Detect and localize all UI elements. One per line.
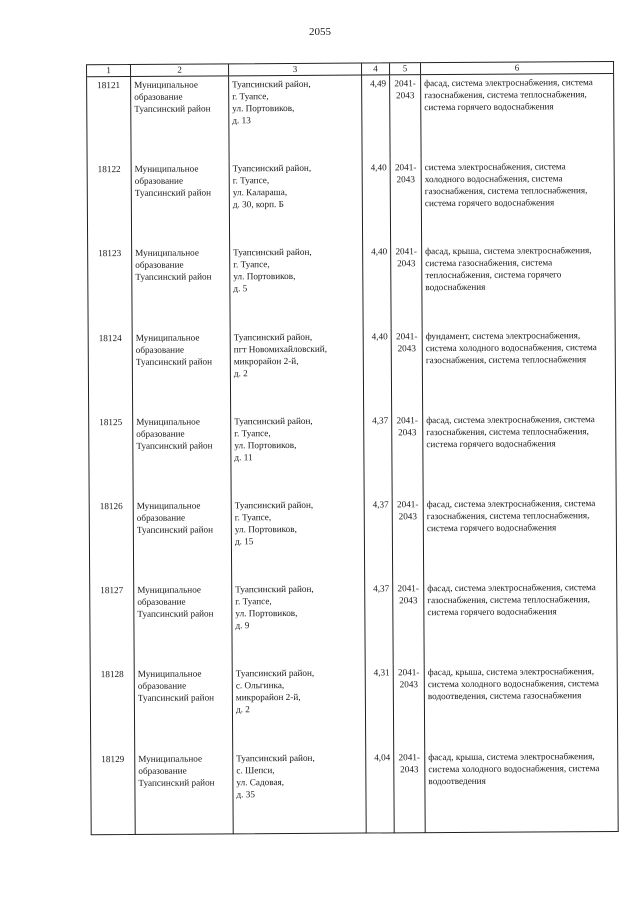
municipality-cell-line: образование [137,680,187,692]
address-cell-line: Туапсинский район, [233,247,312,258]
works-cell-line: водоотведения, система газоснабжения [427,690,582,702]
works-cell-line: холодного водоснабжения, система [424,173,563,185]
column-header: 1 [87,65,131,76]
works-cell [422,158,615,243]
address-cell-line: Туапсинский район, [236,752,315,763]
works-cell [423,411,616,496]
works-cell-line: газоснабжения, система теплоснабжения [425,353,587,365]
works-cell-line: фасад, система электроснабжения, система [424,77,593,89]
row-number-cell: 18127 [90,582,135,666]
period-cell [393,496,425,580]
period-cell-line: 2043 [395,90,415,101]
address-cell-line: г. Туапсе, [234,512,272,523]
address-cell-line: микрорайон 2-й, [235,692,301,703]
page-number: 2055 [309,26,331,38]
address-cell-line: ул. Портовиков, [234,523,297,535]
address-cell-line: д. 15 [234,536,254,547]
period-cell [394,664,426,748]
municipality-cell-line: Муниципальное [137,668,202,680]
works-cell [423,327,616,412]
municipality-cell-line: Муниципальное [135,332,200,343]
address-cell-line: Туапсинский район, [234,415,313,427]
works-cell-line: система горячего водоснабжения [426,522,557,534]
area-cell: 4,40 [363,160,392,244]
municipality-cell-line: Муниципальное [136,416,200,427]
municipality-cell-line: Муниципальное [135,247,199,259]
row-number-cell: 18125 [89,414,134,498]
period-cell-line: 2043 [399,679,419,690]
column-header: 6 [514,62,520,73]
works-cell-line: система горячего водоснабжения [426,438,556,449]
period-cell [390,75,422,159]
municipality-cell [133,329,232,414]
table-row [91,747,618,834]
address-cell [231,412,365,497]
works-cell-line: фасад, крыша, система электроснабжения, [428,750,595,762]
row-number-cell: 18129 [91,750,136,834]
period-cell [392,328,424,412]
municipality-cell-line: Туапсинский район [134,103,211,114]
address-cell-line: д. 2 [233,367,248,378]
works-cell-line: система газоснабжения, система [425,257,553,269]
works-cell-line: водоотведения [428,775,486,786]
column-header: 2 [131,64,229,76]
municipality-cell-line: Туапсинский район [137,608,214,620]
address-cell-line: Туапсинский район, [235,583,314,595]
period-cell-line: 2041- [398,751,420,762]
municipality-cell [133,413,232,498]
works-cell-line: теплоснабжения, система горячего [425,269,562,281]
address-cell [232,496,366,581]
row-number-cell: 18126 [90,498,135,582]
area-cell: 4,31 [366,665,395,749]
table-row [87,74,614,161]
municipality-cell-line: Туапсинский район [136,440,213,451]
works-cell-line: газоснабжения, система теплоснабжения, [427,594,590,606]
period-cell-line: 2041- [396,499,419,510]
period-cell-line: 2043 [397,258,416,269]
municipality-cell-line: образование [134,175,184,187]
period-cell-line: 2041- [396,414,418,426]
period-cell [391,244,423,328]
address-cell-line: д. 11 [234,451,253,463]
row-number-cell: 18128 [91,666,136,750]
works-cell-line: газоснабжения, система теплоснабжения, [424,185,588,197]
works-cell-line: система холодного водоснабжения, система [428,762,600,774]
works-cell-line: система горячего водоснабжения [427,606,557,618]
repair-schedule-table [86,61,619,835]
municipality-cell-line: Туапсинский район [136,524,214,535]
municipality-cell-line: образование [135,344,185,355]
address-cell-line: Туапсинский район, [235,668,315,679]
address-cell-line: Туапсинский район, [232,78,311,90]
municipality-cell-line: образование [136,512,186,523]
address-cell-line: г. Туапсе, [232,91,269,102]
address-cell-line: ул. Портовиков, [233,271,296,282]
municipality-cell-line: Муниципальное [134,163,199,175]
municipality-cell-line: Туапсинский район [135,271,212,283]
works-cell-line: система холодного водоснабжения, система [427,678,599,690]
row-number-cell: 18121 [87,77,132,161]
municipality-cell-line: Муниципальное [136,500,201,511]
table-row [91,663,618,750]
address-cell-line: с. Шепси, [236,764,275,775]
area-cell: 4,49 [362,75,391,159]
municipality-cell [132,161,231,246]
column-header: 4 [362,63,390,74]
municipality-cell [131,76,230,161]
address-cell [232,581,366,666]
works-cell [421,74,614,159]
municipality-cell-line: образование [137,596,186,608]
table-body [87,74,618,835]
row-number-cell: 18124 [89,330,134,414]
address-cell-line: Туапсинский район, [233,331,313,342]
area-cell: 4,37 [364,412,393,496]
row-number-cell: 18123 [88,245,133,329]
period-cell-line: 2041- [397,583,419,594]
address-cell-line: с. Ольгинка, [235,680,285,691]
works-cell-line: газоснабжения, система теплоснабжения, [426,425,589,437]
municipality-cell-line: Муниципальное [138,753,203,764]
address-cell-line: микрорайон 2-й, [233,355,299,366]
works-cell-line: фундамент, система электроснабжения, [425,329,581,341]
area-cell: 4,40 [364,328,393,412]
works-cell-line: фасад, система электроснабжения, система [427,582,596,594]
address-cell-line: д. 5 [233,283,248,294]
address-cell [233,665,367,750]
address-cell-line: Туапсинский район, [234,499,314,511]
address-cell [233,749,367,834]
address-cell-line: д. 2 [235,704,250,715]
works-cell-line: газоснабжения, система теплоснабжения, [424,89,587,101]
works-cell-line: система горячего водоснабжения [424,197,555,209]
period-cell [391,159,423,243]
address-cell-line: д. 30, корп. Б [232,199,284,210]
municipality-cell-line: образование [138,765,187,776]
period-cell-line: 2043 [399,595,418,606]
table-row [90,579,617,666]
period-cell-line: 2043 [398,511,417,522]
period-cell-line: 2041- [394,78,416,89]
address-cell [230,160,364,245]
municipality-cell-line: Муниципальное [134,79,198,90]
works-cell-line: фасад, крыша, система электроснабжения, [425,245,592,257]
row-number-cell: 18122 [88,161,133,245]
period-cell-line: 2043 [400,763,419,774]
address-cell-line: Туапсинский район, [232,163,312,174]
municipality-cell-line: образование [134,91,183,102]
area-cell: 4,37 [365,496,394,580]
table-row [88,158,615,245]
works-cell [425,663,618,748]
period-cell-line: 2041- [395,330,418,341]
period-cell-line: 2043 [398,426,417,438]
municipality-cell-line: Туапсинский район [138,776,215,788]
area-cell: 4,37 [365,580,394,664]
municipality-cell-line: Туапсинский район [137,692,215,704]
municipality-cell-line: образование [135,260,184,271]
address-cell-line: г. Туапсе, [235,596,272,607]
works-cell [424,495,617,580]
address-cell-line: г. Туапсе, [232,175,270,186]
table-row [88,242,615,329]
area-cell: 4,04 [366,749,395,833]
municipality-cell [135,666,234,751]
column-header: 3 [229,64,362,76]
period-cell-line: 2043 [397,342,416,353]
works-cell [424,579,617,664]
address-cell-line: д. 9 [235,620,250,631]
works-cell-line: система холодного водоснабжения, система [425,341,597,353]
address-cell-line: ул. Садовая, [236,776,285,787]
period-cell-line: 2041- [395,246,417,257]
address-cell-line: г. Туапсе, [233,259,270,270]
period-cell-line: 2043 [396,174,415,185]
works-cell [422,242,615,327]
municipality-cell [132,245,231,330]
address-cell [231,328,365,413]
address-cell-line: ул. Портовиков, [232,102,295,114]
address-cell-line: ул. Портовиков, [234,439,297,451]
address-cell-line: д. 35 [236,788,255,799]
address-cell [229,76,363,161]
address-cell-line: ул. Калараша, [232,187,288,198]
works-cell-line: система электроснабжения, система [424,161,566,173]
municipality-cell [134,497,233,582]
table-row [89,327,616,414]
works-cell-line: фасад, система электроснабжения, система [426,413,595,425]
works-cell-line: система горячего водоснабжения [424,101,554,113]
address-cell-line: ул. Портовиков, [235,608,298,619]
municipality-cell-line: Туапсинский район [135,356,213,367]
municipality-cell-line: Муниципальное [137,584,202,596]
municipality-cell-line: образование [136,428,185,439]
address-cell-line: пгт Новомихайловский, [233,343,328,354]
municipality-cell [135,750,234,835]
period-cell-line: 2041- [397,667,420,678]
works-cell-line: фасад, система электроснабжения, система [426,498,596,510]
period-cell [394,749,426,833]
municipality-cell [134,581,233,666]
period-cell [393,580,425,664]
table-row [90,495,617,582]
period-cell-line: 2041- [394,162,417,173]
table-row [89,411,616,498]
address-cell-line: д. 13 [232,115,251,126]
works-cell-line: фасад, крыша, система электроснабжения, [427,666,595,678]
address-cell [230,244,364,329]
column-header: 5 [390,63,421,74]
municipality-cell-line: Туапсинский район [134,187,212,199]
address-cell-line: г. Туапсе, [234,427,271,439]
works-cell-line: газоснабжения, система теплоснабжения, [426,510,590,522]
period-cell [392,412,424,496]
works-cell-line: водоснабжения [425,282,486,293]
works-cell [425,747,618,832]
area-cell: 4,40 [363,244,392,328]
